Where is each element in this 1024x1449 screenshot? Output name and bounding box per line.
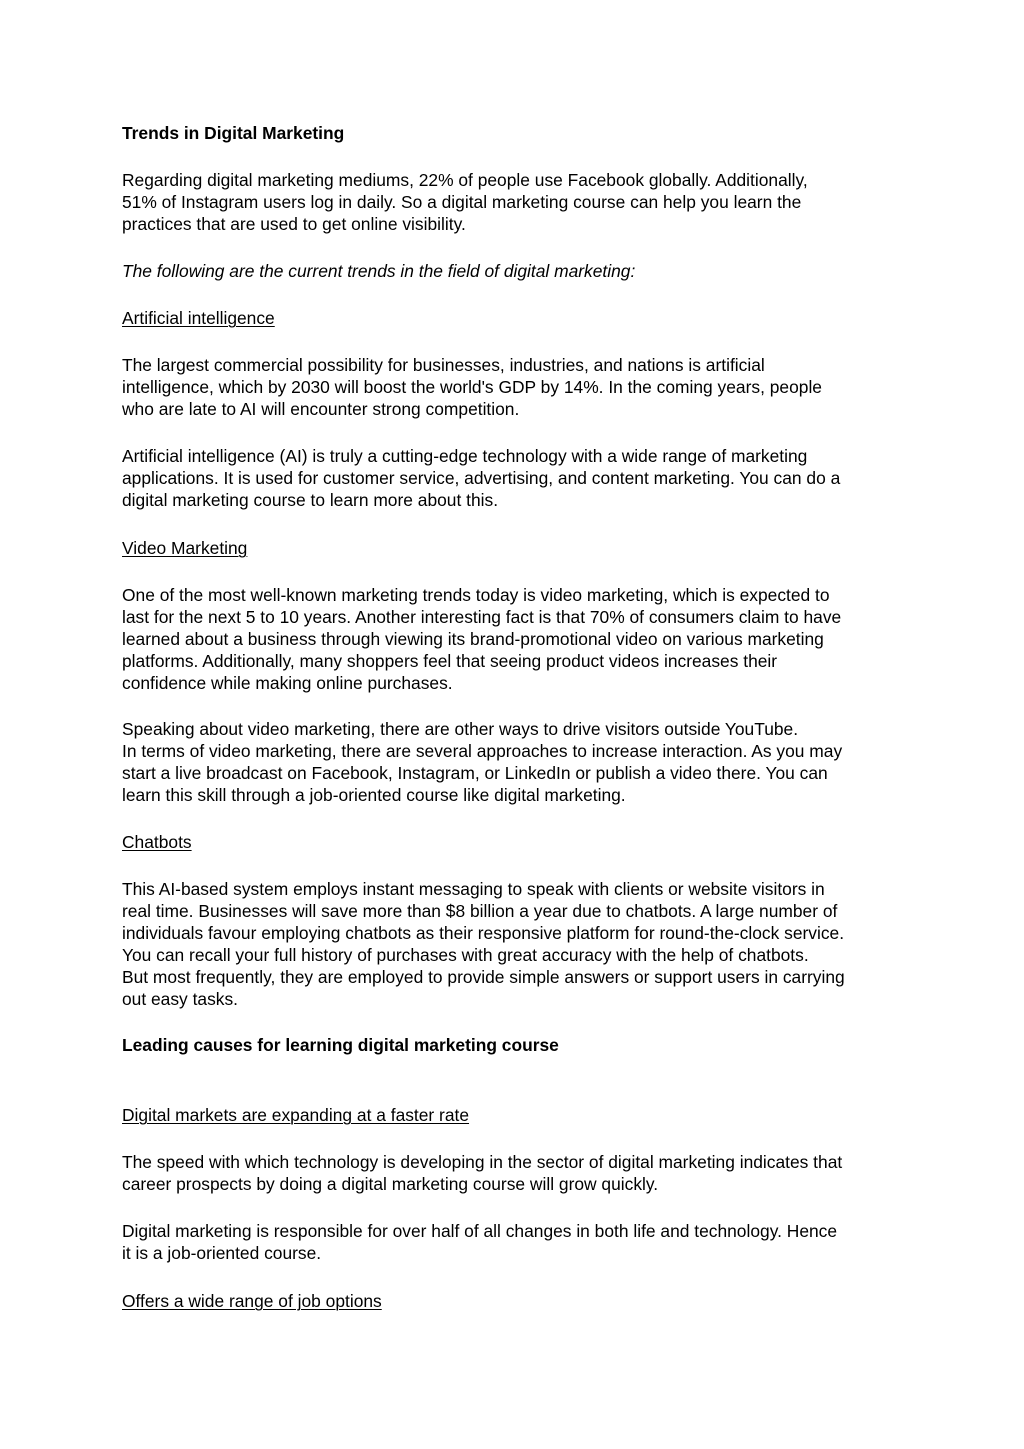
section-heading-ai: Artificial intelligence (122, 308, 275, 328)
paragraph-line: The largest commercial possibility for businesses, industries, and nations is artificial (122, 355, 765, 375)
paragraph-line: learned about a business through viewing its brand-promotional video on various marketing (122, 629, 824, 649)
expanding-paragraph-1 (122, 1151, 912, 1195)
paragraph-line: it is a job-oriented course. (122, 1243, 322, 1263)
video-paragraph-2 (122, 718, 912, 806)
paragraph-line: individuals favour employing chatbots as their responsive platform for round-the-clock service. (122, 923, 845, 943)
paragraph-line: last for the next 5 to 10 years. Another interesting fact is that 70% of consumers claim to have (122, 607, 842, 627)
paragraph-line: start a live broadcast on Facebook, Instagram, or LinkedIn or publish a video there. You can (122, 763, 828, 783)
chatbots-paragraph (122, 878, 912, 1010)
document-page (122, 122, 912, 1312)
intro-line: Regarding digital marketing mediums, 22% of people use Facebook globally. Additionally, (122, 170, 808, 190)
paragraph-line: In terms of video marketing, there are several approaches to increase interaction. As you may (122, 741, 843, 761)
document-title: Trends in Digital Marketing (122, 123, 345, 143)
paragraph-line: Artificial intelligence (AI) is truly a cutting-edge technology with a wide range of marketing (122, 446, 808, 466)
paragraph-line: applications. It is used for customer service, advertising, and content marketing. You can do a (122, 468, 841, 488)
paragraph-line: But most frequently, they are employed to provide simple answers or support users in carrying (122, 967, 845, 987)
paragraph-line: learn this skill through a job-oriented course like digital marketing. (122, 785, 626, 805)
paragraph-line: real time. Businesses will save more than $8 billion a year due to chatbots. A large number of (122, 901, 838, 921)
ai-paragraph-2 (122, 445, 912, 511)
section-heading-chatbots: Chatbots (122, 832, 192, 852)
intro-line: 51% of Instagram users log in daily. So a digital marketing course can help you learn the (122, 192, 802, 212)
paragraph-line: One of the most well-known marketing trends today is video marketing, which is expected to (122, 585, 830, 605)
trends-lead-text: The following are the current trends in the field of digital marketing: (122, 261, 636, 281)
section-heading-jobs: Offers a wide range of job options (122, 1291, 382, 1311)
paragraph-line: career prospects by doing a digital marketing course will grow quickly. (122, 1174, 659, 1194)
video-paragraph-1 (122, 584, 912, 694)
paragraph-line: digital marketing course to learn more about this. (122, 490, 499, 510)
expanding-paragraph-2 (122, 1220, 912, 1264)
paragraph-line: out easy tasks. (122, 989, 238, 1009)
section-heading-causes: Leading causes for learning digital marketing course (122, 1035, 559, 1055)
paragraph-line: platforms. Additionally, many shoppers feel that seeing product videos increases their (122, 651, 778, 671)
paragraph-line: Digital marketing is responsible for over half of all changes in both life and technology. Hence (122, 1221, 838, 1241)
paragraph-line: who are late to AI will encounter strong competition. (122, 399, 520, 419)
paragraph-line: You can recall your full history of purchases with great accuracy with the help of chatbots. (122, 945, 809, 965)
paragraph-line: Speaking about video marketing, there are other ways to drive visitors outside YouTube. (122, 719, 799, 739)
paragraph-line: confidence while making online purchases. (122, 673, 453, 693)
section-heading-video: Video Marketing (122, 538, 248, 558)
paragraph-line: This AI-based system employs instant messaging to speak with clients or website visitors in (122, 879, 825, 899)
paragraph-line: The speed with which technology is developing in the sector of digital marketing indicates that (122, 1152, 843, 1172)
intro-paragraph (122, 169, 912, 235)
section-heading-expanding: Digital markets are expanding at a faster rate (122, 1105, 470, 1125)
intro-line: practices that are used to get online visibility. (122, 214, 466, 234)
paragraph-line: intelligence, which by 2030 will boost the world's GDP by 14%. In the coming years, people (122, 377, 822, 397)
ai-paragraph-1 (122, 354, 912, 420)
